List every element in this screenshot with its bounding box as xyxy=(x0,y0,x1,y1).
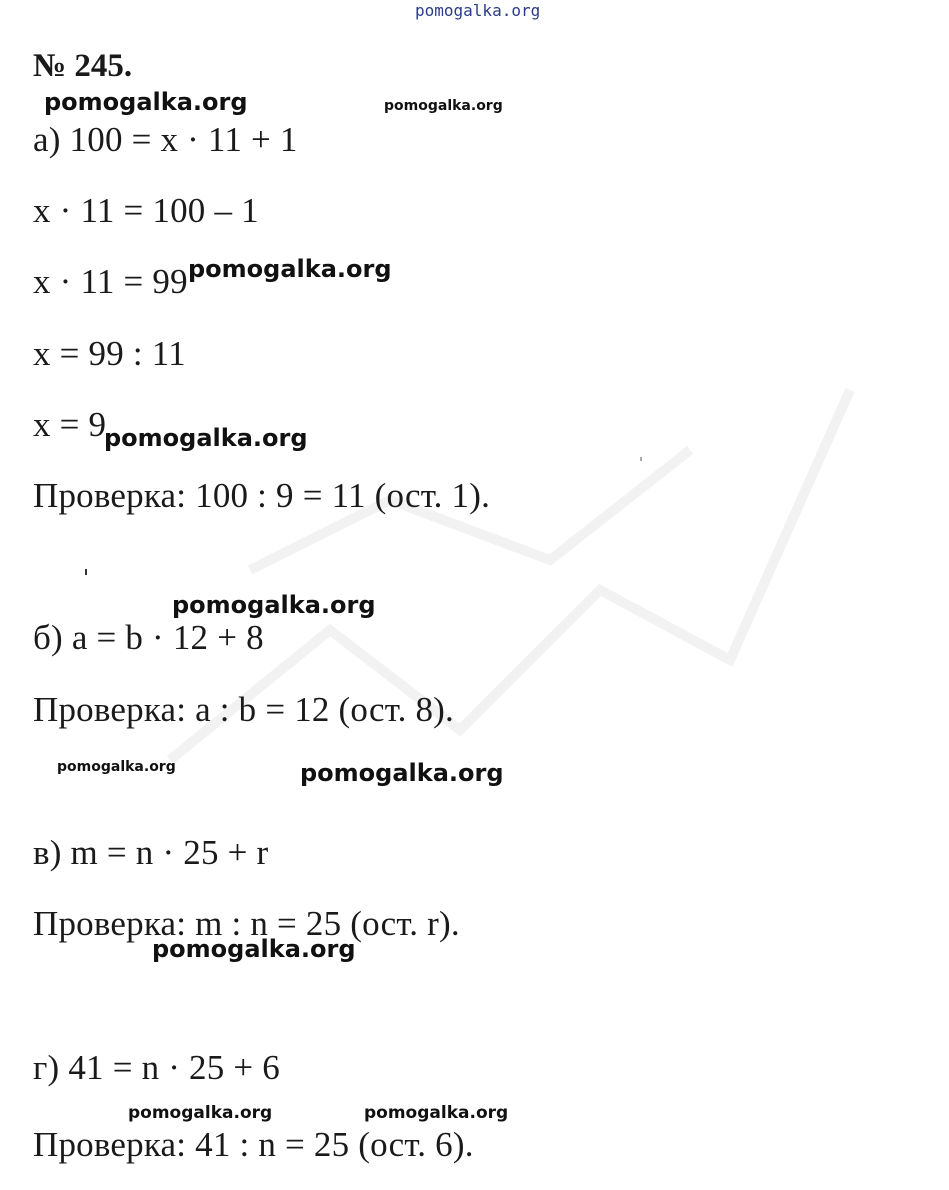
solution-line-a-step: x · 11 = 99 xyxy=(33,262,188,301)
solution-line-v-check: Проверка: m : n = 25 (ост. r). xyxy=(33,904,460,943)
watermark: pomogalka.org xyxy=(104,424,308,452)
solution-line-a-step: x = 99 : 11 xyxy=(33,334,186,373)
scan-speck xyxy=(640,457,642,461)
watermark: pomogalka.org xyxy=(172,591,376,619)
solution-line-v-equation: в) m = n · 25 + r xyxy=(33,833,269,872)
solution-line-a-check: Проверка: 100 : 9 = 11 (ост. 1). xyxy=(33,476,491,515)
solution-line-g-check: Проверка: 41 : n = 25 (ост. 6). xyxy=(33,1125,474,1164)
watermark: pomogalka.org xyxy=(128,1103,273,1123)
watermark: pomogalka.org xyxy=(384,98,503,114)
solution-line-a-answer: x = 9 xyxy=(33,405,107,444)
watermark: pomogalka.org xyxy=(364,1103,509,1123)
watermark-top: pomogalka.org xyxy=(415,1,541,20)
solution-line-a-equation: а) 100 = x · 11 + 1 xyxy=(33,120,298,159)
solution-line-b-check: Проверка: a : b = 12 (ост. 8). xyxy=(33,690,454,729)
watermark: pomogalka.org xyxy=(44,88,248,116)
watermark: pomogalka.org xyxy=(188,255,392,283)
solution-line-g-equation: г) 41 = n · 25 + 6 xyxy=(33,1048,280,1087)
problem-number: № 245. xyxy=(33,48,133,84)
watermark: pomogalka.org xyxy=(300,759,504,787)
watermark: pomogalka.org xyxy=(57,759,176,775)
scan-speck xyxy=(85,569,87,575)
solution-line-b-equation: б) a = b · 12 + 8 xyxy=(33,618,264,657)
solution-line-a-step: x · 11 = 100 – 1 xyxy=(33,191,259,230)
watermark: pomogalka.org xyxy=(152,935,356,963)
